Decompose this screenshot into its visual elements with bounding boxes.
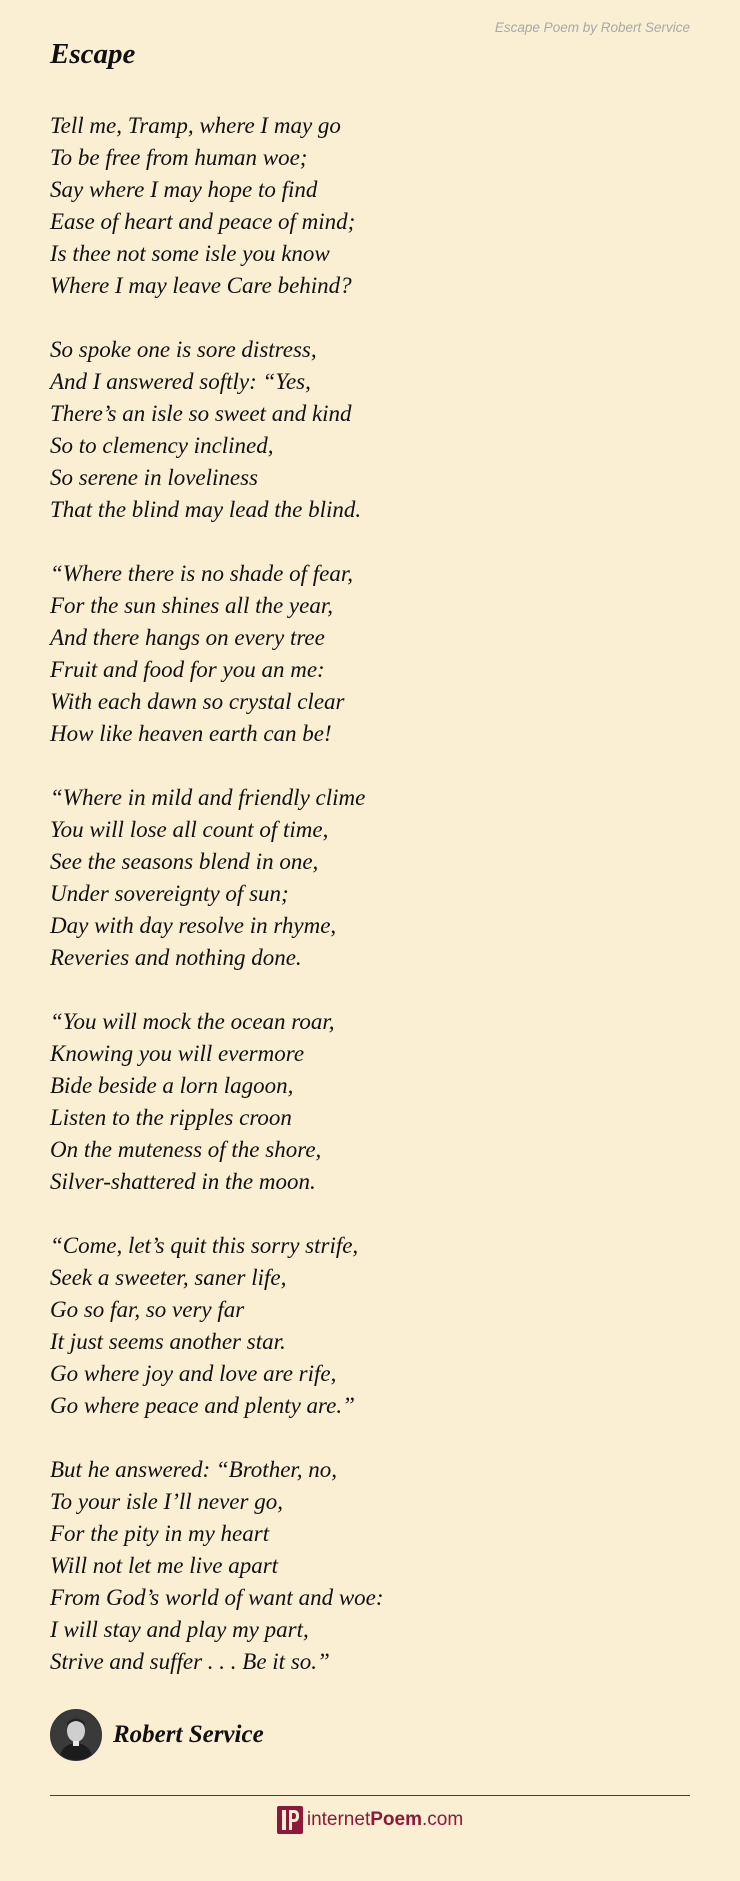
poem-line: Say where I may hope to find xyxy=(50,177,318,202)
poem-line: Listen to the ripples croon xyxy=(50,1105,292,1130)
poem-line: Is thee not some isle you know xyxy=(50,241,330,266)
poem-line: How like heaven earth can be! xyxy=(50,721,332,746)
poem-line: Where I may leave Care behind? xyxy=(50,273,352,298)
logo-poem-text: Poem xyxy=(370,1809,422,1830)
poem-line: But he answered: “Brother, no, xyxy=(50,1457,338,1482)
poem-line: From God’s world of want and woe: xyxy=(50,1585,384,1610)
poem-line: To be free from human woe; xyxy=(50,145,308,170)
poem-line: To your isle I’ll never go, xyxy=(50,1489,283,1514)
top-credit: Escape Poem by Robert Service xyxy=(494,20,690,35)
footer-divider xyxy=(50,1795,690,1796)
stanza xyxy=(50,1454,690,1678)
stanza xyxy=(50,1230,690,1422)
poem-line: Go where joy and love are rife, xyxy=(50,1361,337,1386)
logo-internet-text: internet xyxy=(306,1809,371,1830)
poem-line: On the muteness of the shore, xyxy=(50,1137,322,1162)
poem-line: So to clemency inclined, xyxy=(50,433,274,458)
poem-line: “Where there is no shade of fear, xyxy=(50,561,354,586)
poem-line: And there hangs on every tree xyxy=(50,625,325,650)
poem-line: “Come, let’s quit this sorry strife, xyxy=(50,1233,359,1258)
internetpoem-logo-icon xyxy=(277,1806,303,1834)
site-logo-text[interactable] xyxy=(307,1809,463,1831)
stanza xyxy=(50,1006,690,1198)
poem-line: Tell me, Tramp, where I may go xyxy=(50,113,341,138)
author-name[interactable]: Robert Service xyxy=(113,1721,264,1748)
poem-line: So spoke one is sore distress, xyxy=(50,337,317,362)
poem-line: I will stay and play my part, xyxy=(50,1617,309,1642)
logo-com-text: .com xyxy=(421,1809,464,1830)
poem-line: Strive and suffer . . . Be it so.” xyxy=(50,1649,330,1674)
poem-line: So serene in loveliness xyxy=(50,465,259,490)
poem-line: And I answered softly: “Yes, xyxy=(50,369,311,394)
author-block[interactable] xyxy=(50,1709,264,1761)
poem-line: Bide beside a lorn lagoon, xyxy=(50,1073,294,1098)
poem-line: For the sun shines all the year, xyxy=(50,593,333,618)
poem-line: Reveries and nothing done. xyxy=(50,945,302,970)
poem-line: Fruit and food for you an me: xyxy=(50,657,325,682)
poem-line: Go so far, so very far xyxy=(50,1297,245,1322)
poem-line: Go where peace and plenty are.” xyxy=(50,1393,355,1418)
stanza xyxy=(50,782,690,974)
site-logo[interactable] xyxy=(0,1805,740,1835)
poem-line: “You will mock the ocean roar, xyxy=(50,1009,335,1034)
poem-line: With each dawn so crystal clear xyxy=(50,689,345,714)
stanza xyxy=(50,558,690,750)
poem-line: That the blind may lead the blind. xyxy=(50,497,362,522)
poem-line: For the pity in my heart xyxy=(50,1521,270,1546)
poem-title: Escape xyxy=(50,38,136,70)
poem-line: Silver-shattered in the moon. xyxy=(50,1169,316,1194)
poem-line: You will lose all count of time, xyxy=(50,817,329,842)
poem-body xyxy=(50,110,690,1710)
stanza xyxy=(50,110,690,302)
poem-line: Under sovereignty of sun; xyxy=(50,881,289,906)
stanza xyxy=(50,334,690,526)
poem-line: There’s an isle so sweet and kind xyxy=(50,401,352,426)
poem-line: See the seasons blend in one, xyxy=(50,849,319,874)
poem-line: It just seems another star. xyxy=(50,1329,286,1354)
poem-line: “Where in mild and friendly clime xyxy=(50,785,366,810)
poem-line: Knowing you will evermore xyxy=(50,1041,305,1066)
poem-line: Seek a sweeter, saner life, xyxy=(50,1265,287,1290)
poem-line: Ease of heart and peace of mind; xyxy=(50,209,356,234)
poem-line: Day with day resolve in rhyme, xyxy=(50,913,337,938)
author-avatar[interactable] xyxy=(50,1709,102,1761)
poem-line: Will not let me live apart xyxy=(50,1553,279,1578)
